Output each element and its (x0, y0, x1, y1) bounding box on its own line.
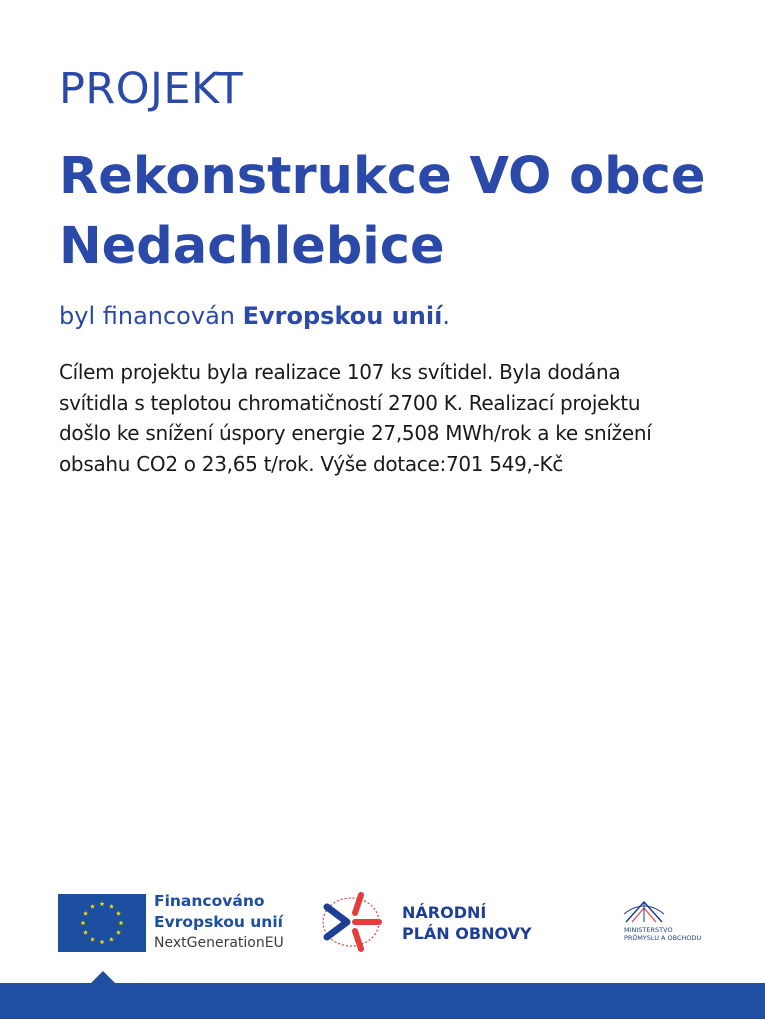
mpo-text (624, 926, 701, 942)
description-line: obsahu CO2 o 23,65 t/rok. Výše dotace:701 549,-Kč (59, 451, 564, 476)
npo-line-2: PLÁN OBNOVY (402, 924, 532, 943)
project-title (59, 142, 739, 282)
project-label: PROJEKT (59, 64, 244, 114)
npo-text (402, 902, 532, 944)
mpo-line-1: MINISTERSTVO (624, 926, 673, 934)
funding-suffix: . (442, 302, 450, 330)
funding-prefix: byl financován (59, 302, 235, 330)
description-line: došlo ke snížení úspory energie 27,508 MWh/rok a ke snížení (59, 421, 652, 445)
eu-line-2: Evropskou unií (154, 913, 283, 931)
npo-line-1: NÁRODNÍ (402, 903, 487, 922)
eu-flag-icon (58, 894, 146, 952)
title-line-1: Rekonstrukce VO obce (59, 147, 706, 206)
eu-line-3: NextGenerationEU (154, 935, 284, 951)
mpo-logo-icon (620, 898, 668, 926)
mpo-line-2: PRŮMYSLU A OBCHODU (624, 934, 702, 942)
project-description (59, 357, 709, 479)
description-line: Cílem projektu byla realizace 107 ks svítidel. Byla dodána (59, 360, 621, 384)
title-line-2: Nedachlebice (59, 217, 445, 276)
description-line: svítidla s teplotou chromatičností 2700 K. Realizací projektu (59, 390, 641, 415)
footer-notch (91, 971, 115, 983)
footer-bar (0, 983, 765, 1019)
eu-line-1: Financováno (154, 892, 265, 910)
funding-statement (59, 302, 450, 330)
npo-logo-icon (321, 891, 397, 953)
funding-emphasis: Evropskou unií (242, 302, 443, 330)
eu-funding-text (154, 891, 284, 954)
